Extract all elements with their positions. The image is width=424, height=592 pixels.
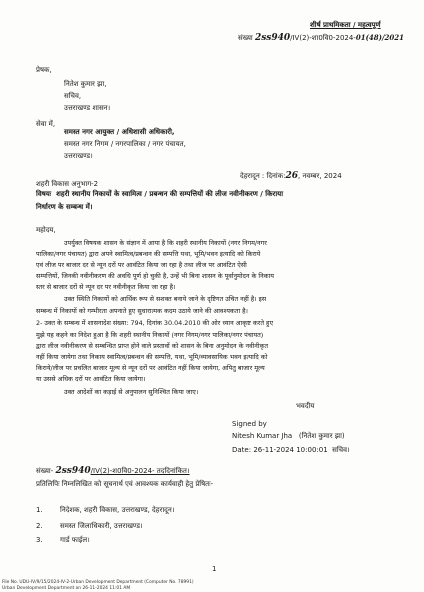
endorsement-number <box>36 467 190 475</box>
date-day-handwritten: 26 <box>285 171 299 181</box>
page-number: 1 <box>212 565 217 573</box>
copy-item-text: गार्ड फाईल। <box>60 536 90 544</box>
para1-line-2: पालिका/नगर पंचायत) द्वारा अपने स्वामित्व/प्रबन्धन की सम्पत्ति यथा, भूमि/भवन इत्यादि को किराये <box>36 250 261 258</box>
subject-label: विषयः <box>36 190 52 198</box>
endorsement-number-label: संख्या- <box>36 467 54 475</box>
signature-date-line <box>232 446 350 454</box>
copy-item-number: 1. <box>36 506 43 514</box>
copy-item-number: 3. <box>36 536 43 544</box>
para1-line-5: स्तर से बाजार दरों से न्यून दर पर नवीनीकृत किया जा रहा है। <box>36 283 176 291</box>
signer-name <box>232 432 345 440</box>
subject-line-2: निर्धारण के सम्बन्ध में। <box>36 203 93 211</box>
recipient-line-2: समस्त नगर निगम / नगरपालिका / नगर पंचायत, <box>64 140 186 148</box>
para3-line-4: नहीं किया जायेगा तथा निकाय स्वामित्व/प्रबन्धन की सम्पत्ति, यथा, भूमि/व्यावसायिक भवन इत्यादि को <box>36 353 268 361</box>
recipient-label: सेवा में, <box>36 120 56 128</box>
copy-list-item-1 <box>36 506 174 514</box>
footer-line-1: File No. UDU-IV/9/15/2024-IV-2-Urban Development Department (Computer No. 78991) <box>2 580 194 585</box>
copy-to-line: प्रतिलिपिः निम्नलिखित को सूचनार्थ एवं आवश्यक कार्यवाही हेतु प्रेषितः- <box>36 480 214 488</box>
signer-name-english: Nitesh Kumar Jha <box>232 432 293 440</box>
para3-line-5: किराये/लीज पर प्रचलित बाजार मूल्य से न्यून दरों पर आवंटित नहीं किया जायेगा, अपितु बाजार मूल्य <box>36 364 265 372</box>
sender-office: उत्तराखण्ड शासन। <box>64 104 111 112</box>
letter-number-suffix: 01(48)/2021 <box>355 33 404 42</box>
copy-item-text: समस्त जिलाधिकारी, उत्तराखण्ड। <box>60 522 143 530</box>
date-suffix: , नवम्बर, 2024 <box>298 172 342 180</box>
date-line <box>240 172 342 180</box>
para3-line-2: मुझे यह कहने का निदेश हुआ है कि शहरी स्थानीय निकायों (नगर निगम/नगर पालिका/नगर पंचायत) <box>36 331 264 339</box>
copy-item-text: निदेशक, शहरी विकास, उत्तराखण्ड, देहरादून। <box>60 506 175 514</box>
para1-line-4: सम्पत्तियों, जिनकी नवीनीकरण की अवधि पूर्ण हो चुकी है, उन्हें भी बिना शासन के पूर्वानुमोदन के निकाय <box>36 272 274 280</box>
para2-line-2: सम्बन्ध में निकायों को गम्भीरता अपनाते हुए सुधारात्मक कदम उठाये जाने की आवश्यकता है। <box>36 307 248 315</box>
letter-number <box>238 34 404 42</box>
salutation: महोदय, <box>36 226 56 234</box>
priority-label: शीर्ष प्राथमिकता / महत्वपूर्ण <box>310 21 381 29</box>
recipient-line-1: समस्त नगर आयुक्त / अधिशासी अधिकारी, <box>64 128 175 136</box>
para1-line-3: एवं लीज पर बाजार दर से न्यून दरों पर आवंटित किया जा रहा है तथा लीज पर आवंटित ऐसी <box>36 261 247 269</box>
para4: उक्त आदेशों का कड़ाई से अनुपालन सुनिश्चित किया जाए। <box>64 388 199 396</box>
signer-name-hindi: (नितेश कुमार झा) <box>298 432 345 440</box>
sender-name: नितेश कुमार झा, <box>64 80 107 88</box>
copy-list-item-2 <box>36 522 143 530</box>
para3-line-1: 2- उक्त के सम्बन्ध में शासनादेश संख्या: 794, दिनांक 30.04.2010 की ओर ध्यान आकृष्ट करते हुए <box>36 319 273 327</box>
sender-label: प्रेषक, <box>36 66 52 74</box>
endorsement-number-rest: /IV(2)-श0वि0-2024- तददिनांकित। <box>90 467 190 475</box>
subject-text-1: शहरी स्थानीय निकायों के स्वामित्व / प्रबन्धन की सम्पत्तियों की लीज नवीनीकरण / किराया <box>56 190 284 198</box>
sender-designation: सचिव, <box>64 92 82 100</box>
closing: भवदीय <box>296 402 315 410</box>
footer-line-2: Urban Development Department on 26-11-2024 11:01 AM <box>2 586 131 591</box>
copy-item-number: 2. <box>36 522 43 530</box>
letter-number-handwritten: 2ss940 <box>254 33 291 43</box>
copy-list-item-3 <box>36 536 90 544</box>
signed-by-label: Signed by <box>232 420 267 428</box>
para2-line-1: उक्त स्थिति निकायों को आर्थिक रूप से सशक्त बनाये जाने के दृष्टिगत उचित नहीं है। इस <box>64 295 267 303</box>
endorsement-number-handwritten: 2ss940 <box>55 466 91 476</box>
letter-number-label: संख्या <box>238 34 253 42</box>
date-prefix: देहरादून : दिनांक: <box>240 172 286 180</box>
department-section: शहरी विकास अनुभाग-2 <box>36 180 99 188</box>
para1-line-1: उपर्युक्त विषयक शासन के संज्ञान में आया है कि शहरी स्थानीय निकायों (नगर निगम/नगर <box>64 239 267 247</box>
signer-designation: सचिव। <box>332 446 350 454</box>
para3-line-3: द्वारा लीज नवीनीकरण से सम्बन्धित प्राप्त होने वाले प्रस्तावों को शासन के बिना अनुमोदन के नवीनीकृत <box>36 342 269 350</box>
signature-date: Date: 26-11-2024 10:00:01 <box>232 446 328 454</box>
subject-line-1 <box>36 190 283 198</box>
letter-number-rest: /IV(2)-शा0वि0-2024- <box>290 34 356 42</box>
para3-line-6: या उससे अधिक दरों पर आवंटित किया जायेगा। <box>36 375 146 383</box>
recipient-line-3: उत्तराखण्ड। <box>64 152 93 160</box>
